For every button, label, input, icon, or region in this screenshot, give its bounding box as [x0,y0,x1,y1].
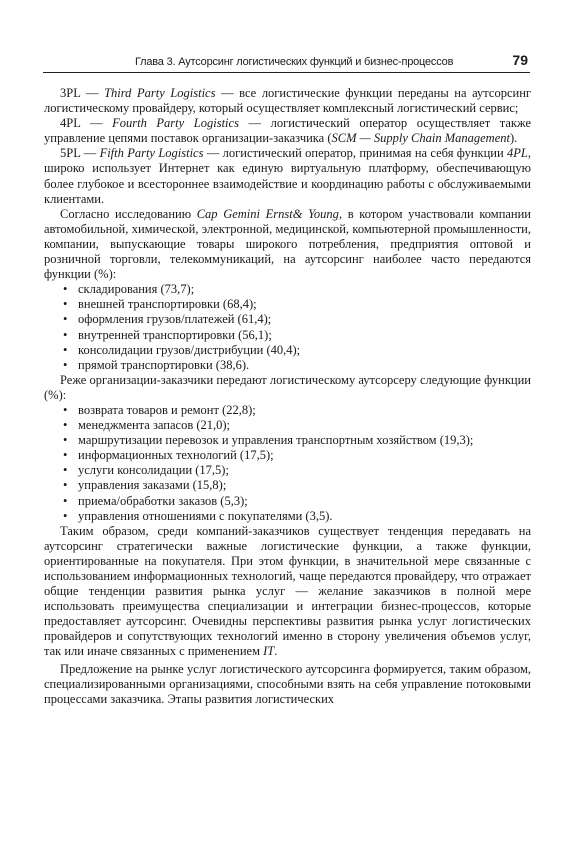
text-3pl: — все логистические функции переданы на аутсорсинг логистическому провайдеру, который осуществляет комплексный логистический сервис; [44,86,532,116]
abbr-3pl: 3PL — [60,86,99,100]
bullet-icon: • [63,327,68,342]
list-item: • управления отношениями с покупателями (3,5). [63,508,333,523]
running-header [43,52,530,73]
paragraph-conclusion: Таким образом, среди компаний-заказчиков существует тенденция передавать на аутсорсинг стратегически важные логистические функции, а также функции, ориентированные на покупателя. При этом функции, в значительной мере связанные с использованием информационных технологий, чаще передаются провайдеру, что отражает общие тенденции развития рынка услуг — желание заказчиков в полной мере использовать преимущества специализации и интеграции бизнес-процессов, которые предоставляет аутсорсинг. Очевидны перспективы развития рынка услуг логистических провайдеров и сопутствующих технологий именно в сторону увеличения объемов услуг, так или иначе связанных с применением IT. [44,523,531,659]
bullet-icon: • [63,508,68,523]
list-item: • прямой транспортировки (38,6). [63,357,250,372]
text-4pl-a: — логистический оператор осуществляет также управление цепями поставок организации-заказчика ( [44,116,532,146]
bullet-icon: • [63,493,68,508]
bullet-icon: • [63,297,68,312]
abbr-4pl: 4PL — [60,116,103,131]
bullet-icon: • [63,342,68,357]
paragraph-less-often: Реже организации-заказчики передают логистическому аутсорсеру следующие функции (%): [44,372,531,402]
chapter-title: Глава 3. Аутсорсинг логистических функций и бизнес-процессов [135,56,454,68]
paragraph-market-offer: Предложение на рынке услуг логистического аутсорсинга формируется, таким образом, специализированными организациями, способными взять на себя управление потоковыми процессами заказчика. Этапы развития логистических [44,661,531,706]
paragraph-5pl [44,146,531,206]
bullet-icon: • [63,402,68,417]
term-scm: SCM — Supply Chain Management [331,131,510,146]
text-study-a: Согласно исследованию [60,206,197,221]
list-item: • внутренней транспортировки (56,1); [63,327,272,342]
text-study-b: , в котором участвовали компании автомобильной, химической, электронной, медицинской, компьютерной промышленности, компании, выпускающие товары широкого потребления, предприятия оптовой и розничной торговли, телекоммуникаций, на аутсорсинг наиболее часто передаются функции (%): [44,206,531,282]
list-item: • консолидации грузов/дистрибуции (40,4); [63,342,301,357]
company-name: Cap Gemini Ernst& Young [196,206,339,221]
list-item: • менеджмента запасов (21,0); [63,418,231,433]
frequent-functions-list [44,282,531,373]
list-item: • приема/обработки заказов (5,3); [63,493,248,508]
bullet-icon: • [63,478,68,493]
list-item: • возврата товаров и ремонт (22,8); [63,402,256,417]
abbr-5pl: 5PL — [60,146,97,161]
list-item: • услуги консолидации (17,5); [63,463,229,478]
text-4pl-b: ). [509,131,518,146]
page-number: 79 [512,52,528,68]
term-5pl: Fifth Party Logistics [99,146,204,161]
paragraph-study [44,207,531,282]
bullet-icon: • [63,418,68,433]
bullet-icon: • [63,282,68,297]
bullet-icon: • [63,357,68,372]
text-5pl-a: — логистический оператор, принимая на себя функции [203,146,508,161]
list-item: • маршрутизации перевозок и управления транспортным хозяйством (19,3); [63,433,474,448]
list-item: • внешней транспортировки (68,4); [63,297,257,312]
bullet-icon: • [63,448,68,463]
list-item: • складирования (73,7); [63,282,195,297]
bullet-icon: • [63,463,68,478]
term-it: IT [263,644,275,659]
paragraph-3pl [44,86,531,116]
list-item: • оформления грузов/платежей (61,4); [63,312,272,327]
list-item: • информационных технологий (17,5); [63,448,274,463]
term-4pl-ref: 4PL [507,146,528,161]
less-frequent-functions-list [44,403,531,524]
page-body [44,86,531,707]
text-conclusion: Таким образом, среди компаний-заказчиков существует тенденция передавать на аутсорсинг стратегически важные логистические функции, а также функции, ориентированные на покупателя. При этом функции, в значительной мере связанные с использованием информационных технологий, чаще передаются провайдеру, что отражает общие тенденции развития рынка услуг — желание заказчиков в полной мере использовать преимущества специализации и интеграции бизнес-процессов, которые предоставляет аутсорсинг. Очевидны перспективы развития рынка услуг логистических провайдеров и сопутствующих технологий именно в сторону увеличения объемов услуг, так или иначе связанных с применением [44,523,531,659]
text-5pl-b: , широко использует Интернет как единую виртуальную платформу, обеспечивающую более глубокое и всестороннее взаимодействие и координацию работы с обслуживаемыми клиентами. [44,146,531,206]
paragraph-4pl [44,116,531,146]
list-item: • управления заказами (15,8); [63,478,227,493]
bullet-icon: • [63,312,68,327]
term-4pl: Fourth Party Logistics [112,116,239,131]
bullet-icon: • [63,433,68,448]
term-3pl: Third Party Logistics [104,86,216,100]
